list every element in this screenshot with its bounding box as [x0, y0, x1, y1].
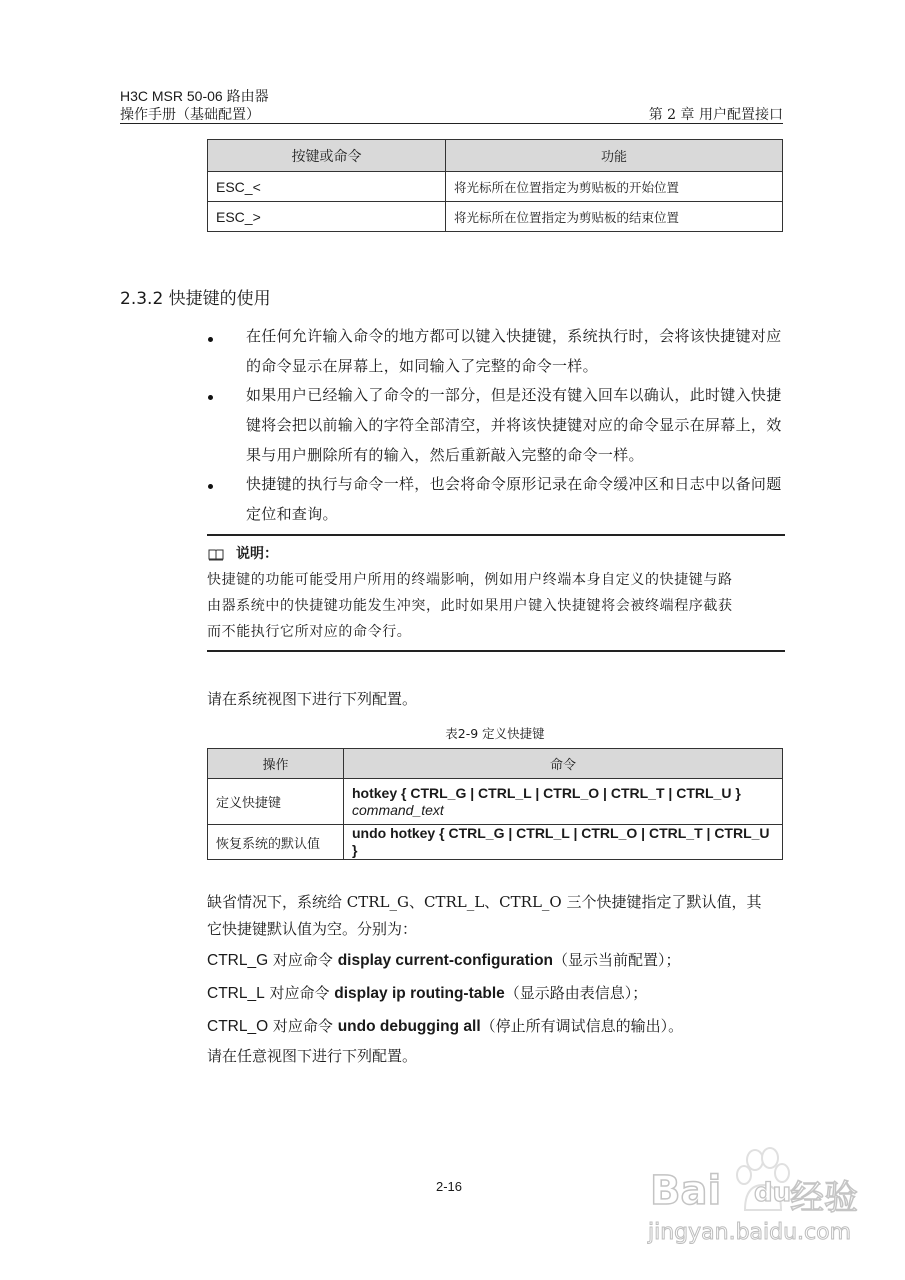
closing-text: 请在任意视图下进行下列配置。	[207, 1047, 418, 1065]
mapped-command: display current-configuration	[337, 952, 554, 969]
bullet-item: 快捷键的执行与命令一样，也会将命令原形记录在命令缓冲区和日志中以备问题定位和查询。	[246, 475, 782, 523]
table-row	[208, 172, 783, 202]
header-rule	[120, 123, 783, 124]
command-args: { CTRL_G | CTRL_L | CTRL_O | CTRL_T | CTRL_U }	[352, 825, 770, 858]
command-param: command_text	[352, 801, 444, 818]
default-hotkey-item	[207, 1015, 787, 1036]
bullet-icon	[208, 484, 213, 489]
book-icon	[208, 546, 224, 558]
table-cell-key: ESC_>	[208, 202, 446, 232]
default-hotkey-item	[207, 949, 787, 970]
hotkey-table	[207, 748, 783, 860]
header-manual-title: 操作手册（基础配置）	[120, 107, 260, 123]
table-cell-command	[344, 779, 783, 825]
defaults-line: 它快捷键默认值为空。分别为：	[207, 920, 418, 938]
column-header: 命令	[344, 749, 783, 779]
table-cell-function: 将光标所在位置指定为剪贴板的开始位置	[446, 172, 783, 202]
keys-table	[207, 139, 783, 232]
bullet-icon	[208, 395, 213, 400]
column-header: 功能	[446, 140, 783, 172]
table-cell-operation: 定义快捷键	[208, 779, 344, 825]
bullet-item: 在任何允许输入命令的地方都可以键入快捷键，系统执行时，会将该快捷键对应的命令显示在屏幕上，如同输入了完整的命令一样。	[246, 327, 782, 375]
command-description: （停止所有调试信息的输出）。	[480, 1017, 684, 1035]
command-keyword: hotkey	[352, 784, 398, 801]
column-header: 操作	[208, 749, 344, 779]
note-bottom-rule	[207, 650, 785, 652]
command-args: { CTRL_G | CTRL_L | CTRL_O | CTRL_T | CTRL_U }	[397, 784, 741, 801]
default-hotkey-item	[207, 982, 787, 1003]
intro-text: 请在系统视图下进行下列配置。	[207, 690, 418, 708]
mapping-text: 对应命令	[268, 1017, 338, 1035]
hotkey-name: CTRL_G	[207, 952, 269, 969]
watermark-url: jingyan.baidu.com	[648, 1220, 852, 1245]
bullet-icon	[208, 337, 213, 342]
mapped-command: undo debugging all	[337, 1018, 481, 1035]
note-line: 由器系统中的快捷键功能发生冲突，此时如果用户键入快捷键将会被终端程序截获	[207, 598, 733, 614]
note-title: 说明：	[236, 546, 278, 562]
hotkey-name: CTRL_O	[207, 1018, 269, 1035]
table-cell-operation: 恢复系统的默认值	[208, 825, 344, 860]
table-cell-key: ESC_<	[208, 172, 446, 202]
page-number: 2-16	[436, 1179, 463, 1194]
header-product: H3C MSR 50-06 路由器	[120, 88, 269, 104]
note-line: 快捷键的功能可能受用户所用的终端影响，例如用户终端本身自定义的快捷键与路	[207, 572, 733, 588]
table-cell-command	[344, 825, 783, 860]
table-row	[208, 825, 783, 860]
mapped-command: display ip routing-table	[334, 985, 505, 1002]
command-description: （显示路由表信息）；	[504, 984, 648, 1002]
command-description: （显示当前配置）；	[553, 951, 681, 969]
table-cell-function: 将光标所在位置指定为剪贴板的结束位置	[446, 202, 783, 232]
watermark-jingyan: 经验	[790, 1178, 858, 1218]
table-header-row	[208, 140, 783, 172]
table-header-row	[208, 749, 783, 779]
note-top-rule	[207, 534, 785, 536]
command-keyword: undo hotkey	[352, 825, 436, 841]
table-row	[208, 779, 783, 825]
mapping-text: 对应命令	[264, 984, 335, 1002]
table-caption: 表2-9 定义快捷键	[445, 726, 545, 741]
watermark-brand: Bai	[650, 1168, 722, 1214]
defaults-line: 缺省情况下，系统给 CTRL_G、CTRL_L、CTRL_O 三个快捷键指定了默认值，其	[207, 893, 762, 911]
note-line: 而不能执行它所对应的命令行。	[207, 624, 412, 640]
table-row	[208, 202, 783, 232]
mapping-text: 对应命令	[268, 951, 338, 969]
hotkey-name: CTRL_L	[207, 985, 265, 1002]
watermark-du: du	[754, 1178, 792, 1208]
section-title: 2.3.2 快捷键的使用	[120, 289, 271, 309]
header-chapter: 第 2 章 用户配置接口	[648, 107, 783, 123]
note-body	[207, 567, 787, 645]
column-header: 按键或命令	[208, 140, 446, 172]
bullet-item: 如果用户已经输入了命令的一部分，但是还没有键入回车以确认，此时键入快捷键将会把以前输入的字符全部清空，并将该快捷键对应的命令显示在屏幕上，效果与用户删除所有的输入，然后重新敲入完整的命令一样。	[246, 386, 782, 464]
